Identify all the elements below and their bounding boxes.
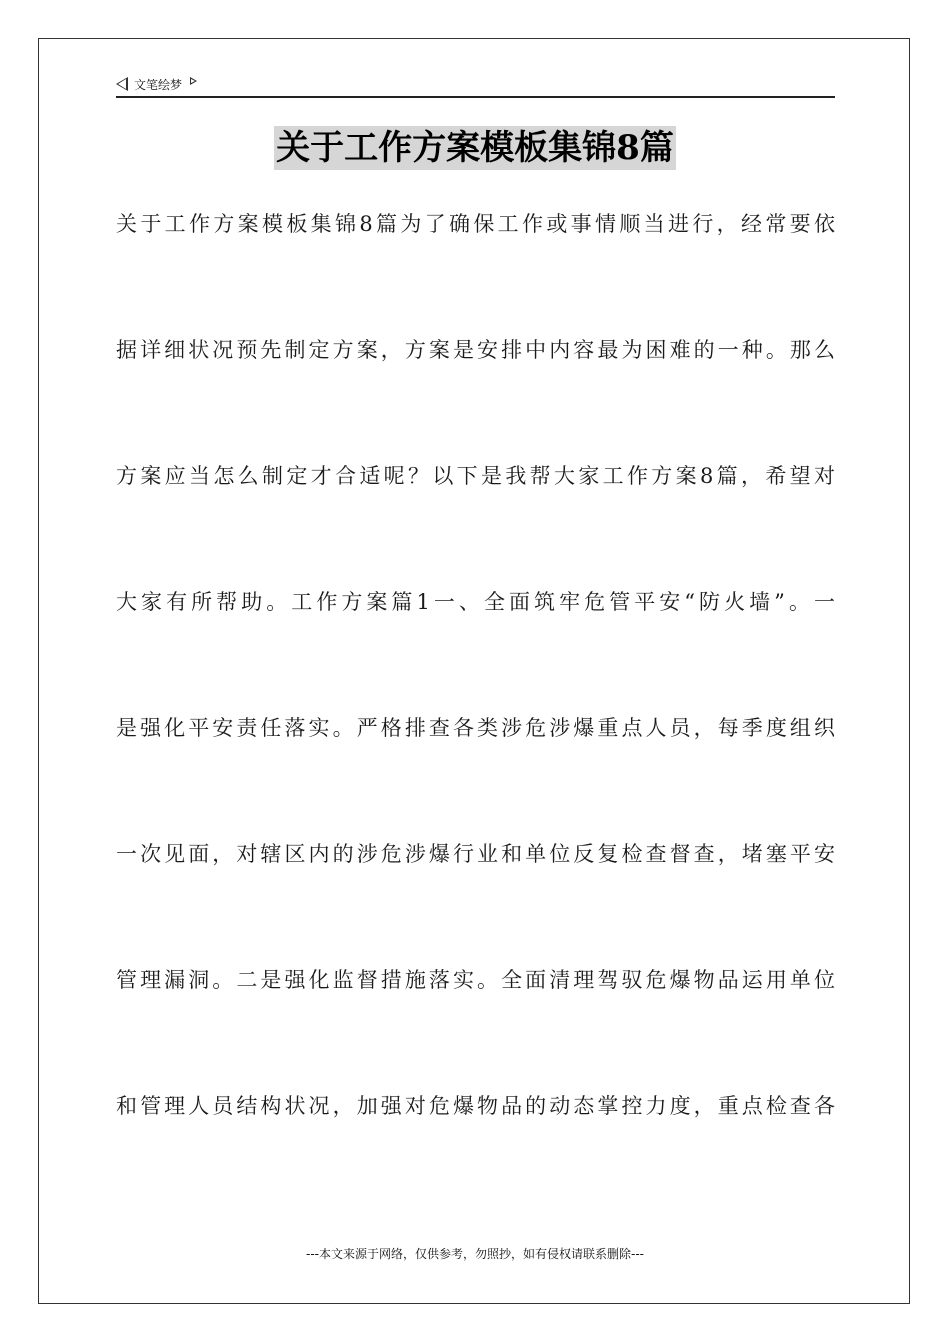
page-header	[116, 72, 835, 98]
page-footer: ---本文来源于网络，仅供参考，勿照抄，如有侵权请联系删除---	[306, 1247, 644, 1261]
title-container	[0, 126, 950, 170]
body-line: 一次见面，对辖区内的涉危涉爆行业和单位反复检查督查，堵塞平安	[116, 842, 836, 866]
document-body	[116, 207, 836, 1215]
body-line: 关于工作方案模板集锦8篇为了确保工作或事情顺当进行，经常要依	[116, 212, 836, 236]
body-line: 是强化平安责任落实。严格排查各类涉危涉爆重点人员，每季度组织	[116, 716, 836, 740]
body-line: 方案应当怎么制定才合适呢？以下是我帮大家工作方案8篇，希望对	[116, 464, 836, 488]
body-line: 据详细状况预先制定方案，方案是安排中内容最为困难的一种。那么	[116, 338, 836, 362]
triangle-left-icon	[116, 77, 128, 91]
body-line: 和管理人员结构状况，加强对危爆物品的动态掌控力度，重点检查各	[116, 1094, 836, 1118]
document-title: 关于工作方案模板集锦8篇	[276, 128, 674, 168]
header-brand: 文笔绘梦	[134, 77, 183, 92]
body-line: 管理漏洞。二是强化监督措施落实。全面清理驾驭危爆物品运用单位	[116, 968, 836, 992]
body-line: 大家有所帮助。工作方案篇1一、全面筑牢危管平安“防火墙”。一	[116, 590, 836, 614]
triangle-right-icon	[190, 77, 197, 85]
